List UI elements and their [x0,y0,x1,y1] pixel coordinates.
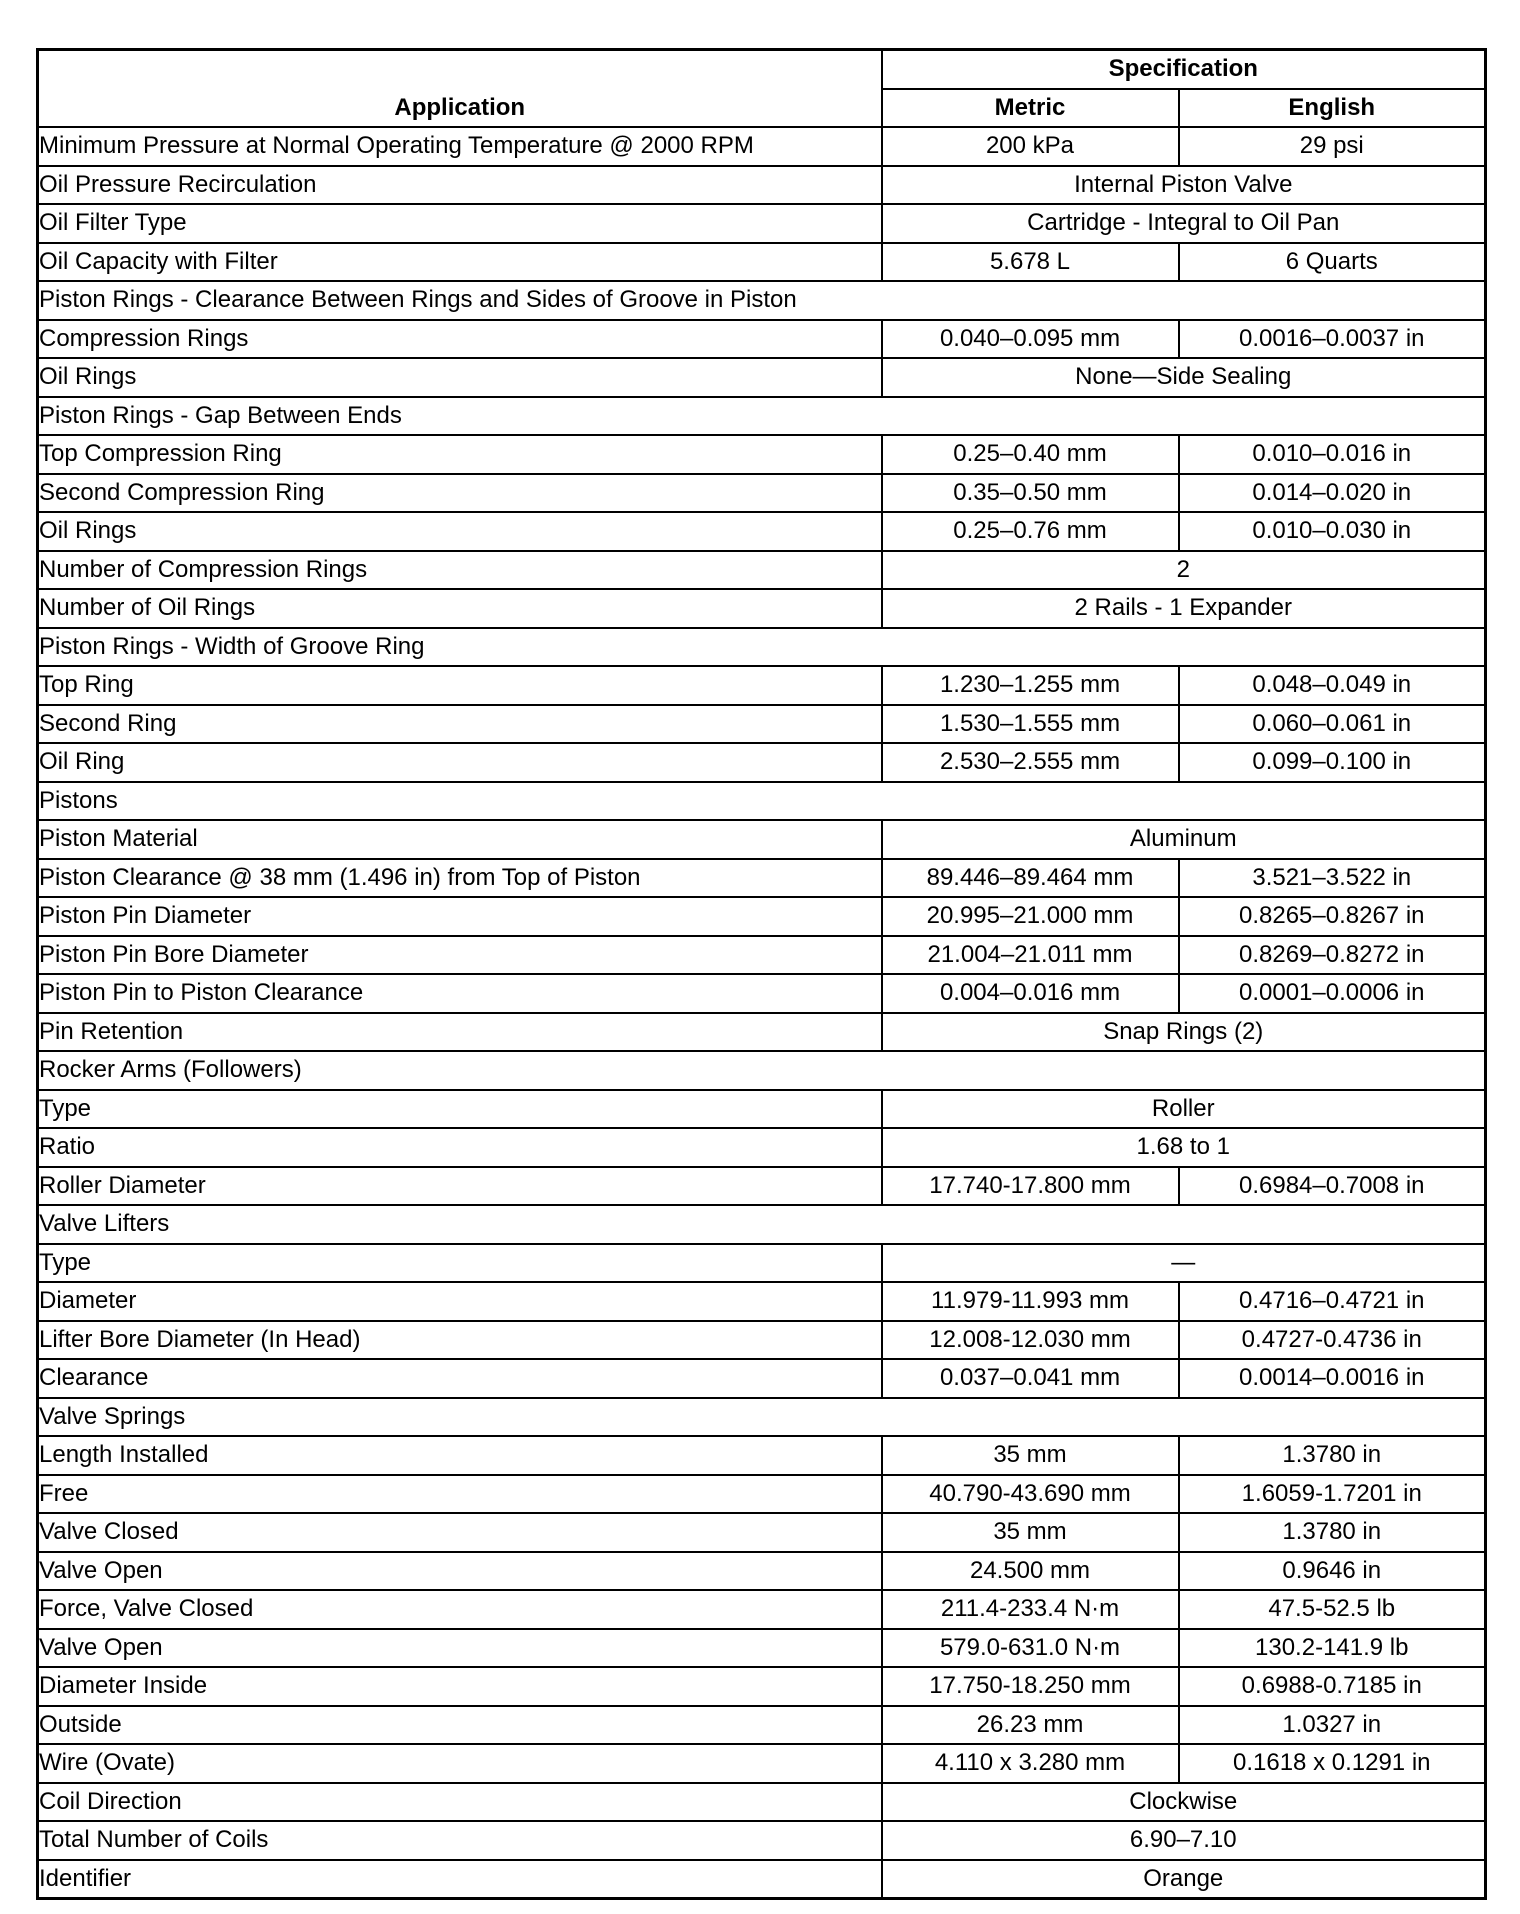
english-cell: 0.0016–0.0037 in [1179,320,1486,359]
table-row [38,666,1486,705]
application-cell: Clearance [38,1359,882,1398]
specification-cell: Internal Piston Valve [882,166,1486,205]
table-row [38,936,1486,975]
application-cell: Valve Open [38,1552,882,1591]
spec-sheet [36,48,1484,1900]
section-heading: Piston Rings - Clearance Between Rings and Sides of Groove in Piston [38,281,1486,320]
table-row [38,166,1486,205]
section-heading: Valve Springs [38,1398,1486,1437]
metric-cell: 1.230–1.255 mm [882,666,1179,705]
english-cell: 1.6059-1.7201 in [1179,1475,1486,1514]
table-row [38,127,1486,166]
application-cell: Ratio [38,1128,882,1167]
table-row [38,1744,1486,1783]
table-row [38,1013,1486,1052]
table-row [38,320,1486,359]
section-heading: Piston Rings - Gap Between Ends [38,397,1486,436]
table-row [38,1282,1486,1321]
application-cell: Oil Ring [38,743,882,782]
metric-cell: 12.008-12.030 mm [882,1321,1179,1360]
application-cell: Piston Material [38,820,882,859]
metric-cell: 17.740-17.800 mm [882,1167,1179,1206]
application-cell: Minimum Pressure at Normal Operating Temperature @ 2000 RPM [38,127,882,166]
header-specification: Specification [882,50,1486,89]
table-row [38,1783,1486,1822]
metric-cell: 579.0-631.0 N·m [882,1629,1179,1668]
application-cell: Roller Diameter [38,1167,882,1206]
section-row [38,1398,1486,1437]
table-row [38,1090,1486,1129]
table-row [38,897,1486,936]
section-row [38,628,1486,667]
application-cell: Diameter [38,1282,882,1321]
application-cell: Free [38,1475,882,1514]
specification-cell: None—Side Sealing [882,358,1486,397]
english-cell: 3.521–3.522 in [1179,859,1486,898]
spec-table-body [38,127,1486,1899]
table-row [38,474,1486,513]
english-cell: 0.014–0.020 in [1179,474,1486,513]
application-cell: Piston Pin Bore Diameter [38,936,882,975]
english-cell: 0.010–0.016 in [1179,435,1486,474]
metric-cell: 40.790-43.690 mm [882,1475,1179,1514]
table-row [38,743,1486,782]
metric-cell: 89.446–89.464 mm [882,859,1179,898]
metric-cell: 21.004–21.011 mm [882,936,1179,975]
english-cell: 6 Quarts [1179,243,1486,282]
header-metric: Metric [882,89,1179,128]
specification-cell: 1.68 to 1 [882,1128,1486,1167]
metric-cell: 0.040–0.095 mm [882,320,1179,359]
metric-cell: 1.530–1.555 mm [882,705,1179,744]
table-row [38,204,1486,243]
specification-cell: Roller [882,1090,1486,1129]
specification-cell: Cartridge - Integral to Oil Pan [882,204,1486,243]
metric-cell: 11.979-11.993 mm [882,1282,1179,1321]
english-cell: 47.5-52.5 lb [1179,1590,1486,1629]
table-row [38,589,1486,628]
spec-table [36,48,1487,1900]
section-heading: Piston Rings - Width of Groove Ring [38,628,1486,667]
section-row [38,1205,1486,1244]
application-cell: Top Ring [38,666,882,705]
table-row [38,512,1486,551]
table-row [38,859,1486,898]
application-cell: Coil Direction [38,1783,882,1822]
header-application: Application [38,50,882,128]
english-cell: 0.8265–0.8267 in [1179,897,1486,936]
metric-cell: 2.530–2.555 mm [882,743,1179,782]
spec-table-header [38,50,1486,128]
metric-cell: 35 mm [882,1436,1179,1475]
application-cell: Length Installed [38,1436,882,1475]
application-cell: Pin Retention [38,1013,882,1052]
application-cell: Compression Rings [38,320,882,359]
metric-cell: 0.004–0.016 mm [882,974,1179,1013]
section-row [38,782,1486,821]
application-cell: Oil Capacity with Filter [38,243,882,282]
metric-cell: 24.500 mm [882,1552,1179,1591]
english-cell: 0.6988-0.7185 in [1179,1667,1486,1706]
application-cell: Outside [38,1706,882,1745]
application-cell: Identifier [38,1860,882,1899]
english-cell: 0.010–0.030 in [1179,512,1486,551]
table-row [38,358,1486,397]
english-cell: 0.0001–0.0006 in [1179,974,1486,1013]
english-cell: 1.3780 in [1179,1436,1486,1475]
english-cell: 1.3780 in [1179,1513,1486,1552]
specification-cell: 2 [882,551,1486,590]
section-heading: Pistons [38,782,1486,821]
application-cell: Top Compression Ring [38,435,882,474]
english-cell: 0.4727-0.4736 in [1179,1321,1486,1360]
application-cell: Wire (Ovate) [38,1744,882,1783]
table-row [38,1821,1486,1860]
table-row [38,1167,1486,1206]
application-cell: Oil Rings [38,358,882,397]
metric-cell: 4.110 x 3.280 mm [882,1744,1179,1783]
metric-cell: 17.750-18.250 mm [882,1667,1179,1706]
table-row [38,1552,1486,1591]
english-cell: 0.9646 in [1179,1552,1486,1591]
english-cell: 0.1618 x 0.1291 in [1179,1744,1486,1783]
application-cell: Type [38,1090,882,1129]
english-cell: 0.4716–0.4721 in [1179,1282,1486,1321]
metric-cell: 35 mm [882,1513,1179,1552]
english-cell: 130.2-141.9 lb [1179,1629,1486,1668]
table-row [38,1513,1486,1552]
metric-cell: 26.23 mm [882,1706,1179,1745]
table-row [38,1667,1486,1706]
table-row [38,1860,1486,1899]
application-cell: Oil Filter Type [38,204,882,243]
specification-cell: 2 Rails - 1 Expander [882,589,1486,628]
table-row [38,551,1486,590]
specification-cell: Clockwise [882,1783,1486,1822]
application-cell: Type [38,1244,882,1283]
metric-cell: 0.037–0.041 mm [882,1359,1179,1398]
english-cell: 29 psi [1179,127,1486,166]
section-heading: Rocker Arms (Followers) [38,1051,1486,1090]
application-cell: Lifter Bore Diameter (In Head) [38,1321,882,1360]
section-heading: Valve Lifters [38,1205,1486,1244]
metric-cell: 0.25–0.40 mm [882,435,1179,474]
metric-cell: 0.25–0.76 mm [882,512,1179,551]
table-row [38,705,1486,744]
metric-cell: 200 kPa [882,127,1179,166]
english-cell: 0.099–0.100 in [1179,743,1486,782]
specification-cell: Orange [882,1860,1486,1899]
application-cell: Diameter Inside [38,1667,882,1706]
table-row [38,243,1486,282]
english-cell: 0.0014–0.0016 in [1179,1359,1486,1398]
application-cell: Second Ring [38,705,882,744]
table-row [38,1629,1486,1668]
application-cell: Oil Rings [38,512,882,551]
metric-cell: 0.35–0.50 mm [882,474,1179,513]
english-cell: 0.048–0.049 in [1179,666,1486,705]
table-row [38,1359,1486,1398]
table-row [38,1128,1486,1167]
metric-cell: 20.995–21.000 mm [882,897,1179,936]
specification-cell: 6.90–7.10 [882,1821,1486,1860]
application-cell: Second Compression Ring [38,474,882,513]
application-cell: Piston Clearance @ 38 mm (1.496 in) from Top of Piston [38,859,882,898]
specification-cell: Aluminum [882,820,1486,859]
table-row [38,1244,1486,1283]
english-cell: 1.0327 in [1179,1706,1486,1745]
section-row [38,397,1486,436]
table-row [38,1436,1486,1475]
section-row [38,1051,1486,1090]
metric-cell: 5.678 L [882,243,1179,282]
application-cell: Valve Closed [38,1513,882,1552]
english-cell: 0.060–0.061 in [1179,705,1486,744]
application-cell: Number of Oil Rings [38,589,882,628]
section-row [38,281,1486,320]
specification-cell: — [882,1244,1486,1283]
application-cell: Valve Open [38,1629,882,1668]
table-row [38,435,1486,474]
english-cell: 0.8269–0.8272 in [1179,936,1486,975]
header-english: English [1179,89,1486,128]
application-cell: Oil Pressure Recirculation [38,166,882,205]
specification-cell: Snap Rings (2) [882,1013,1486,1052]
table-row [38,1706,1486,1745]
application-cell: Total Number of Coils [38,1821,882,1860]
application-cell: Number of Compression Rings [38,551,882,590]
application-cell: Piston Pin Diameter [38,897,882,936]
table-row [38,974,1486,1013]
table-row [38,820,1486,859]
table-row [38,1475,1486,1514]
table-row [38,1321,1486,1360]
english-cell: 0.6984–0.7008 in [1179,1167,1486,1206]
table-row [38,1590,1486,1629]
application-cell: Piston Pin to Piston Clearance [38,974,882,1013]
metric-cell: 211.4-233.4 N·m [882,1590,1179,1629]
application-cell: Force, Valve Closed [38,1590,882,1629]
